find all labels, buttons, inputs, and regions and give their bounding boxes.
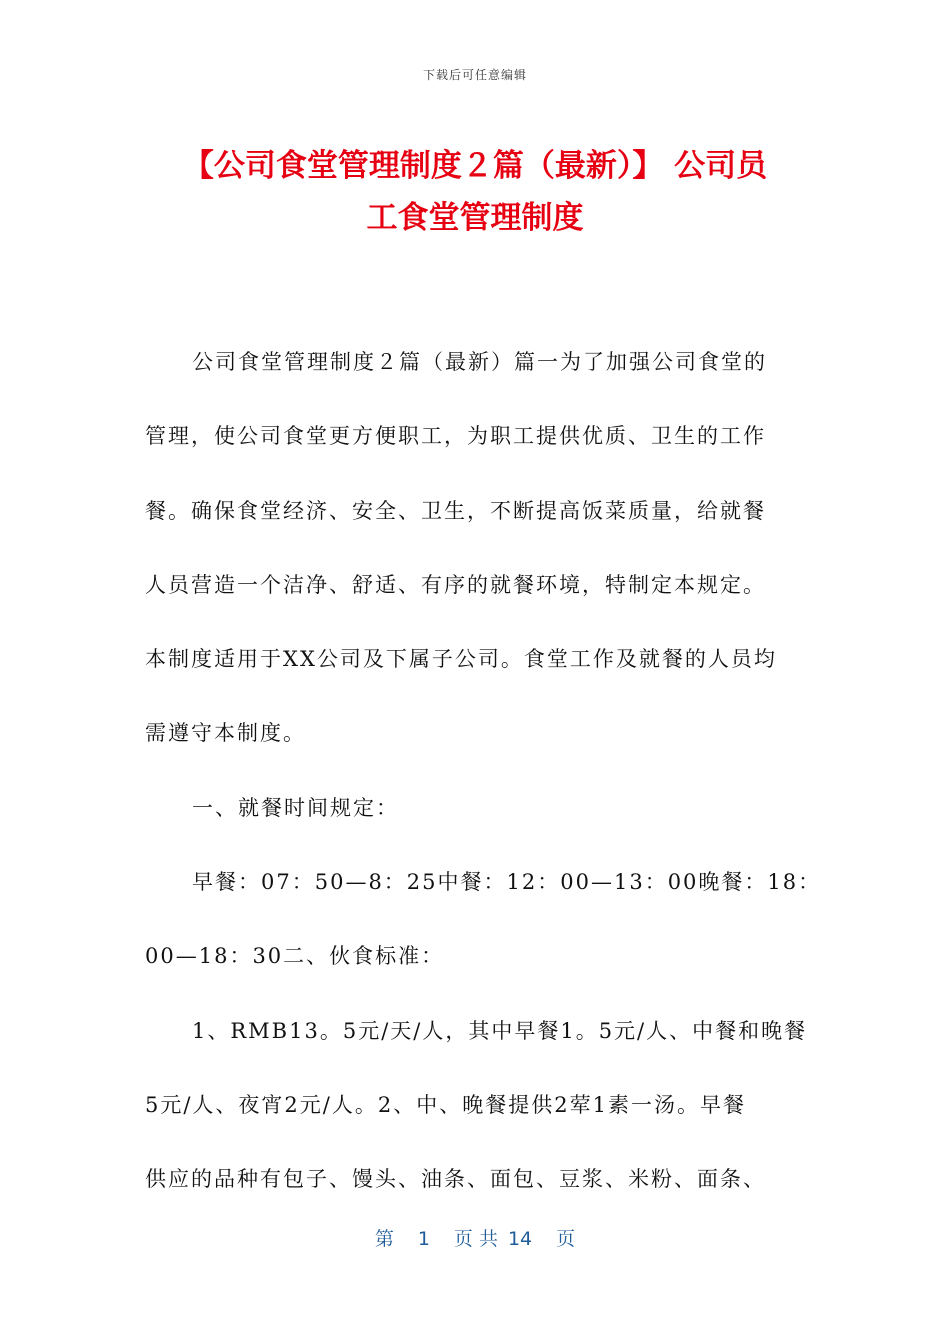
total-page-count: 14 xyxy=(507,1228,533,1250)
header-note: 下载后可任意编辑 xyxy=(422,68,527,82)
document-title-line-1: 【公司食堂管理制度２篇（最新）】 公司员 xyxy=(182,148,768,184)
body-line: 供应的品种有包子、馒头、油条、面包、豆浆、米粉、面条、 xyxy=(145,1167,766,1192)
current-page-number: 1 xyxy=(417,1228,430,1250)
body-line: 管理，使公司食堂更方便职工，为职工提供优质、卫生的工作 xyxy=(145,424,766,449)
section-heading: 一、就餐时间规定： xyxy=(192,795,399,820)
footer-suffix: 页 xyxy=(556,1228,576,1250)
document-title xyxy=(140,140,810,244)
body-line: 需遵守本制度。 xyxy=(145,721,306,746)
body-line: 公司食堂管理制度２篇（最新）篇一为了加强公司食堂的 xyxy=(192,350,767,374)
body-line: 1、RMB13。5元/天/人，其中早餐1。5元/人、中餐和晚餐 xyxy=(192,1018,808,1043)
body-line: 餐。确保食堂经济、安全、卫生，不断提高饭菜质量，给就餐 xyxy=(145,498,766,523)
document-title-line-2: 工食堂管理制度 xyxy=(366,200,584,236)
body-line: 5元/人、夜宵2元/人。2、中、晚餐提供2荤1素一汤。早餐 xyxy=(145,1092,746,1117)
footer-prefix: 第 xyxy=(374,1228,394,1250)
body-line: 00—18：30二、伙食标准： xyxy=(145,944,445,969)
body-line: 人员营造一个洁净、舒适、有序的就餐环境，特制定本规定。 xyxy=(145,572,766,597)
page-footer xyxy=(0,1224,950,1251)
body-line: 本制度适用于XX公司及下属子公司。食堂工作及就餐的人员均 xyxy=(145,647,777,672)
document-body xyxy=(145,325,822,1217)
footer-middle: 页 共 xyxy=(453,1228,498,1250)
body-line: 早餐：07：50—8：25中餐：12：00—13：00晚餐：18： xyxy=(192,870,822,895)
